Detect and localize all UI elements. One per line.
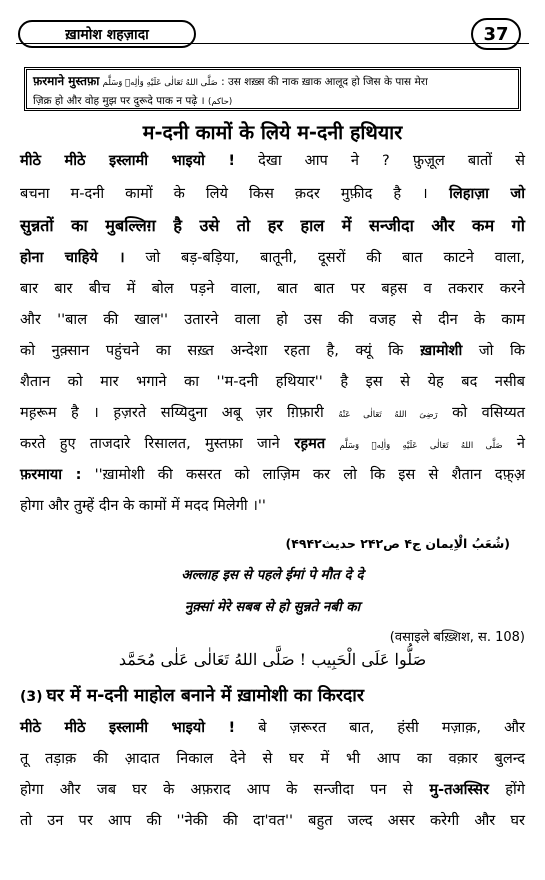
- page-number: 37: [471, 18, 521, 50]
- hadith-line-2: [33, 92, 512, 111]
- line-text: तो उन पर आप की ''नेकी की दा'वत'' बहुत जल्द असर करेगी और घर: [20, 812, 525, 829]
- salutation-arabic: صَلَّى اللهُ تَعَالٰى عَلَيْهِ وَاٰلِهٖ وَسَلَّم: [102, 78, 218, 88]
- paragraph-line: [20, 748, 525, 768]
- paragraph-line: [20, 810, 525, 830]
- line-text: तू तड़ाक़ की आ़दात निकाल देने से घर में भी आप का वक़ार बुलन्द: [20, 750, 525, 767]
- book-title: ख़ामोश शहज़ादा: [18, 20, 196, 48]
- line-text: ने: [502, 435, 525, 452]
- salat-line: صَلُّوا عَلَی الْحَبِیب ! صَلَّی اللهُ تَعَالٰی عَلٰی مُحَمَّد: [118, 650, 427, 669]
- paragraph-line: [20, 433, 525, 453]
- bold-text: लिहाज़ा जो: [427, 185, 525, 202]
- bold-text: मु-तअस्सिर: [412, 781, 490, 798]
- line-text: मह़रूम है । ह़ज़रते सय्यिदुना अबू ज़र ग़िफ़ारी: [20, 404, 324, 421]
- line-text: करते हुए ताजदारे रिसालत, मुस्तफ़ा जाने: [20, 435, 280, 452]
- paragraph-line: [20, 183, 525, 203]
- salutation-arabic: صَلَّى اللهُ تَعَالٰى عَلَيْهِ وَاٰلِهٖ وَسَلَّم: [339, 441, 503, 451]
- line-text: शैतान को मार भगाने का ''म-दनी हथियार'' है इस से येह बद नसीब: [20, 373, 525, 390]
- line-text: बचना म-दनी कामों के लिये किस क़दर मुफ़ीद है ।: [20, 185, 428, 202]
- header-divider: [16, 43, 529, 44]
- bold-text: रह़मत: [279, 435, 326, 452]
- paragraph-line: [20, 402, 525, 422]
- hindi-reference: (वसाइले बख़्शिश, स. 108): [389, 630, 525, 645]
- paragraph-line: [20, 214, 525, 236]
- radiallah-arabic: رَضِیَ اللهُ تَعَالٰی عَنْهُ: [338, 410, 438, 420]
- line-text: को नुक़्सान पहुंचने का सख़्त अन्देशा रहता है, क्यूं कि: [20, 342, 404, 359]
- address-bold: मीठे मीठे इस्लामी भाइयो !: [20, 719, 236, 736]
- paragraph-line: [20, 309, 525, 329]
- bold-text: होना चाहिये ।: [20, 249, 125, 266]
- section-heading: म-दनी कामों के लिये म-दनी हथियार: [142, 121, 403, 144]
- hadith-label: फ़रमाने मुस्तफ़ा: [33, 74, 100, 88]
- paragraph-line: [20, 371, 525, 391]
- bold-text: ख़ामोशी: [403, 342, 463, 359]
- hadith-box: [24, 67, 521, 111]
- paragraph-line: [20, 495, 525, 515]
- line-text: होगा और तुम्हें दीन के कामों में मदद मिलेगी ।'': [20, 497, 266, 514]
- paragraph-line: [20, 247, 525, 267]
- paragraph-line: [20, 717, 525, 737]
- bold-text: फ़रमाया :: [20, 466, 82, 483]
- section-heading-2: [20, 683, 525, 707]
- paragraph-line: [20, 464, 525, 484]
- paragraph-line: [20, 150, 525, 170]
- arabic-reference: (شُعَبُ الْاِیمان ج۴ ص۲۴۲ حدیث۴۹۴۲): [285, 536, 510, 551]
- verse-line-2: नुक़्सां मेरे सबब से हो सुन्नते नबी का: [184, 599, 361, 615]
- line-text: होगा और जब घर के अफ़राद आप के सन्जीदा पन से: [20, 781, 413, 798]
- hadith-text-2: ज़िक्र हो और वोह मुझ पर दुरूदे पाक न पढ़े ।: [33, 95, 205, 107]
- verse-line-1: अल्लाह इस से पहले ईमां पे मौत दे दे: [181, 567, 364, 583]
- line-text: जो कि: [462, 342, 526, 359]
- page-header: [16, 12, 529, 54]
- hadith-text-1: : उस शख़्स की नाक ख़ाक आलूद हो जिस के पास मेरा: [221, 76, 428, 88]
- bold-text: सुन्नतों का मुबल्लिग़ है उसे तो हर हाल में सन्जीदा और कम गो: [20, 216, 525, 235]
- address-bold: मीठे मीठे इस्लामी भाइयो !: [20, 152, 236, 169]
- paragraph-line: [20, 779, 525, 799]
- paragraph-line: [20, 340, 525, 360]
- line-text: होंगे: [489, 781, 525, 798]
- line-text: और ''बाल की खाल'' उतारने वाला हो उस की वजह से दीन के काम: [20, 311, 525, 328]
- paragraph-line: [20, 278, 525, 298]
- line-text: जो बड़-बड़िया, बातूनी, दूसरों की बात काटने वाला,: [124, 249, 525, 266]
- hadith-source: (حاکم): [207, 97, 233, 107]
- hadith-line-1: [33, 72, 512, 92]
- line-text: बार बार बीच में बोल पड़ने वाला, बात बात पर बह़स व तकरार करने: [20, 280, 525, 297]
- line-text: को वसिय्यत: [437, 404, 525, 421]
- line-text: देखा आप ने ? फ़ुज़ूल बातों से: [235, 152, 525, 169]
- line-text: ''ख़ामोशी की कसरत को लाज़िम कर लो कि इस से शैतान दफ़्अ़: [81, 466, 525, 483]
- section-heading-2-text: घर में म-दनी माहोल बनाने में ख़ामोशी का किरदार: [46, 686, 364, 706]
- section-number: (3): [20, 689, 43, 705]
- line-text: बे ज़रूरत बात, हंसी मज़ाक़, और: [235, 719, 525, 736]
